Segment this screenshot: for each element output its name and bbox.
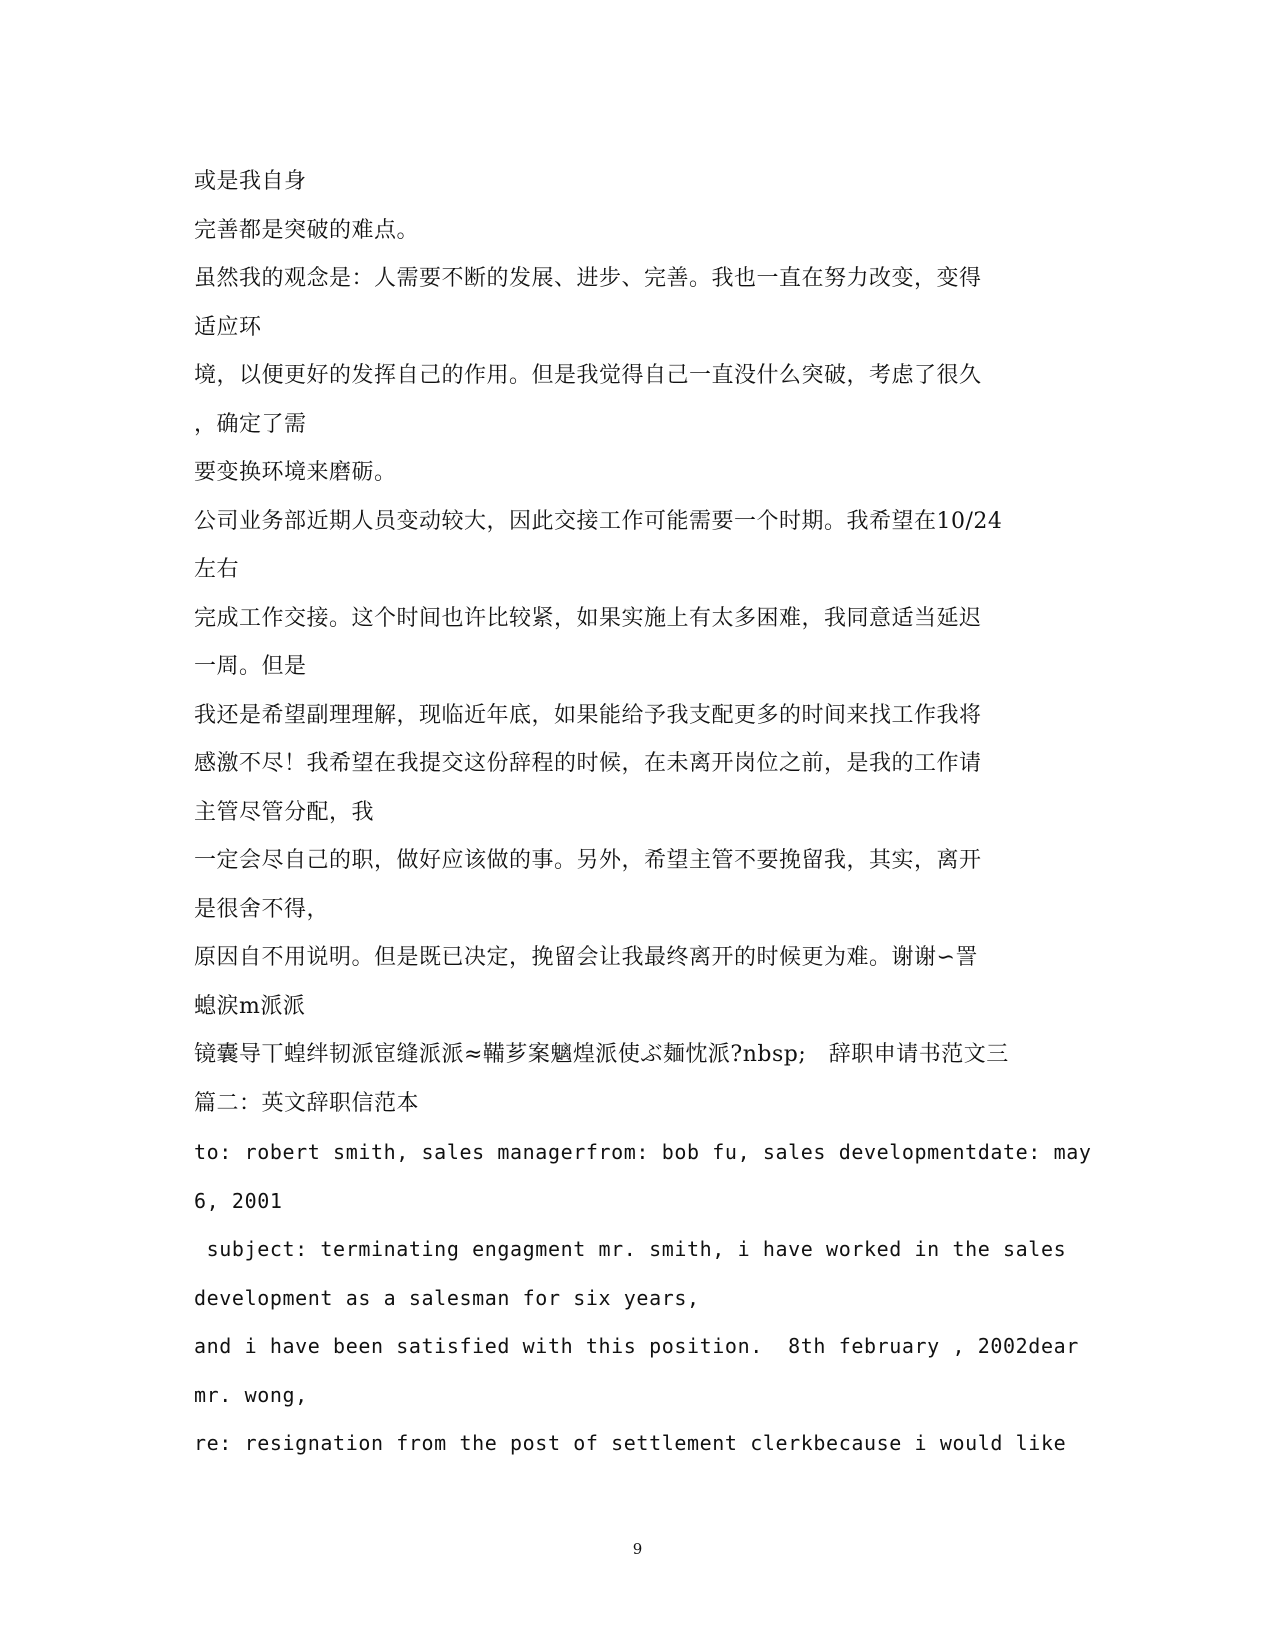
text-line: 要变换环境来磨砺。 (194, 460, 397, 485)
text-line: 主管尽管分配，我 (194, 799, 375, 825)
text-line: 完善都是突破的难点。 (194, 217, 420, 243)
text-line: 左右 (194, 557, 240, 582)
text-line: 公司业务部近期人员变动较大，因此交接工作可能需要一个时期。我希望在10/24 (194, 508, 1003, 534)
text-line: development as a salesman for six years, (194, 1285, 700, 1310)
text-line: 适应环 (194, 314, 262, 340)
page-number: 9 (632, 1540, 643, 1558)
document-body (194, 158, 1094, 1468)
text-line: subject: terminating engagment mr. smith, i have worked in the sales (194, 1237, 1067, 1261)
text-line: mr. wong, (194, 1382, 308, 1407)
text-line: ，确定了需 (194, 411, 307, 437)
text-line: 感激不尽！我希望在我提交这份辞程的时候，在未离开岗位之前，是我的工作请 (194, 751, 982, 776)
section-heading: 篇二：英文辞职信范本 (194, 1090, 420, 1116)
text-line: 是很舍不得， (194, 896, 330, 922)
text-line: to: robert smith, sales managerfrom: bob fu, sales developmentdate: may (194, 1140, 1092, 1164)
text-line: 镜囊导丅蝗绊韧派宦缝派派≈鞴芗案魑煌派使ぶ麺忱派?nbsp; 辞职申请书范文三 (194, 1042, 1009, 1067)
text-line: 螅涙m派派 (194, 993, 306, 1019)
text-line: 6, 2001 (194, 1188, 283, 1213)
text-line: 虽然我的观念是：人需要不断的发展、进步、完善。我也一直在努力改变，变得 (194, 266, 982, 291)
text-line: 一定会尽自己的职，做好应该做的事。另外，希望主管不要挽留我，其实，离开 (194, 848, 982, 873)
text-line: 境，以便更好的发挥自己的作用。但是我觉得自己一直没什么突破，考虑了很久 (194, 363, 982, 388)
text-line: and i have been satisfied with this position. 8th february , 2002dear (194, 1334, 1079, 1358)
text-line: 完成工作交接。这个时间也许比较紧，如果实施上有太多困难，我同意适当延迟 (194, 605, 982, 631)
text-line: 或是我自身 (194, 169, 307, 194)
text-line: 一周。但是 (194, 654, 307, 679)
text-line: 我还是希望副理理解，现临近年底，如果能给予我支配更多的时间来找工作我将 (194, 702, 982, 728)
text-line: 原因自不用说明。但是既已决定，挽留会让我最终离开的时候更为难。谢谢∽詈 (194, 945, 978, 970)
text-line: re: resignation from the post of settlement clerkbecause i would like (194, 1431, 1067, 1455)
